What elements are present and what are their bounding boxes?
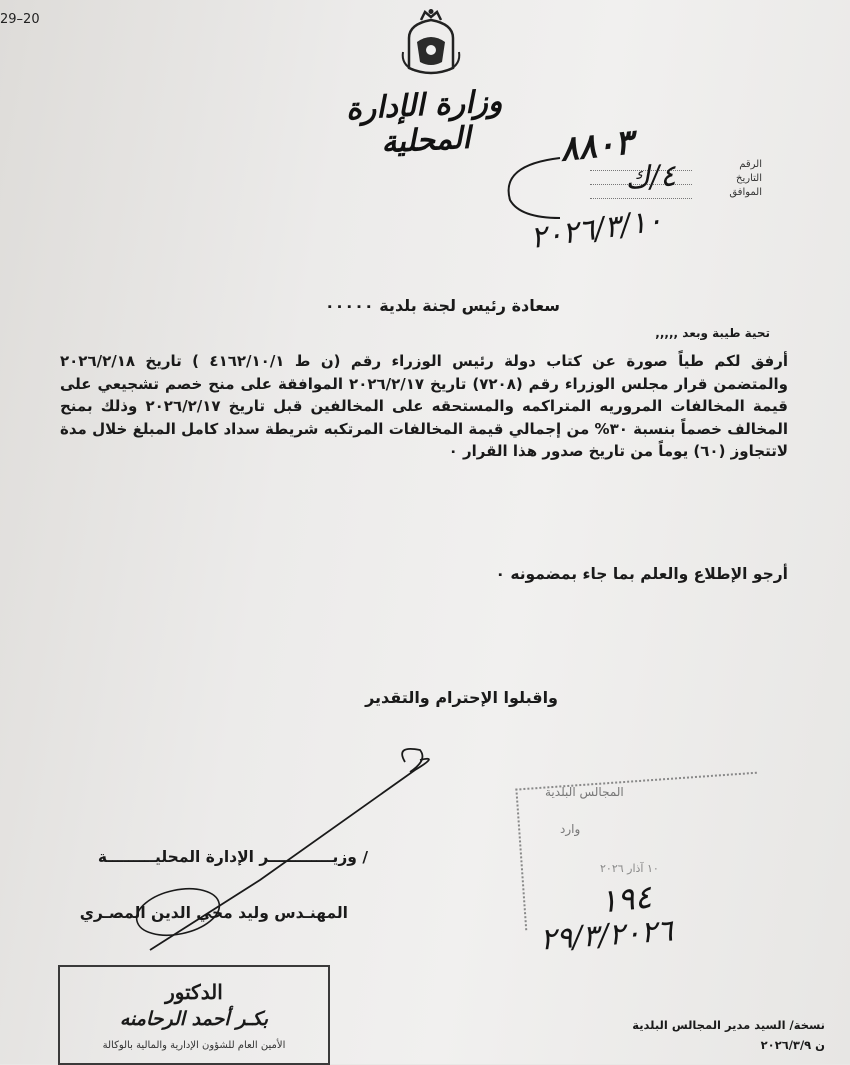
handwritten-ref-code: ٤/ك — [623, 158, 678, 197]
handwritten-received-number: ١٩٤ — [598, 877, 654, 921]
signatory-name: المهنـدس وليد محي الدين المصـري — [79, 904, 348, 922]
handwritten-ref-number: ٨٨٠٣ — [558, 122, 635, 170]
stamp-title: الدكتور — [165, 980, 223, 1004]
greeting: تحية طيبة وبعد ,,,,, — [655, 326, 770, 340]
ref-label-corresponding: الموافق — [729, 187, 762, 198]
received-stamp-label: المجالس البلدية — [545, 785, 624, 799]
ministry-name: وزارة الإدارة المحلية — [345, 83, 504, 161]
copy-to: نسخة/ السيد مدير المجالس البلدية — [632, 1018, 825, 1032]
corner-reference: 29–20 — [0, 12, 40, 27]
stamp-name: بكـر أحمد الرحامنه — [119, 1008, 269, 1030]
received-stamp-label: وارد — [560, 822, 581, 836]
letter-body: أرفق لكم طياً صورة عن كتاب دولة رئيس الوزراء رقم (ن ط ٤١٦٢/١٠/١ ) تاريخ ٢٠٢٦/٢/١٨ والمتضمن قرار مجلس الوزراء رقم (٧٢٠٨) تاريخ ٢٠٢٦/٢/١٧ الموافقة على منح خصم تشجيعي على قيمة المخالفات المروريه المتراكمه والمستحقه على المخالفين قبل تاريخ ٢٠٢٦/٢/١٧ وذلك بمنح المخالف خصماً بنسبة ٣٠% من إجمالي قيمة المخالفات المرتكبه شريطة سداد كامل المبلغ خلال مدة لاتتجاوز (٦٠) يوماً من تاريخ صدور هذا القرار ٠ — [60, 352, 789, 460]
recipient-line: سعادة رئيس لجنة بلدية ٠٠٠٠٠ — [324, 296, 560, 315]
request-line: أرجو الإطلاع والعلم بما جاء بمضمونه ٠ — [495, 565, 788, 583]
closing-line: واقبلوا الإحترام والتقدير — [365, 688, 558, 707]
ref-label-number: الرقم — [739, 159, 762, 170]
stamp-subtitle: الأمين العام للشؤون الإدارية والمالية بالوكالة — [102, 1040, 286, 1051]
signatory-title: / وزيــــــــــــر الإدارة المحليـــــــــة — [97, 848, 368, 866]
ref-label-date: التاريخ — [736, 173, 762, 184]
handwritten-received-date: ٢٩/٣/٢٠٢٦ — [538, 913, 675, 958]
handwritten-date: ٢٠٢٦/٣/١٠ — [528, 202, 665, 257]
copy-date: ن ٢٠٢٦/٣/٩ — [760, 1038, 825, 1052]
received-stamp-date: ١٠ آذار ٢٠٢٦ — [600, 862, 659, 875]
